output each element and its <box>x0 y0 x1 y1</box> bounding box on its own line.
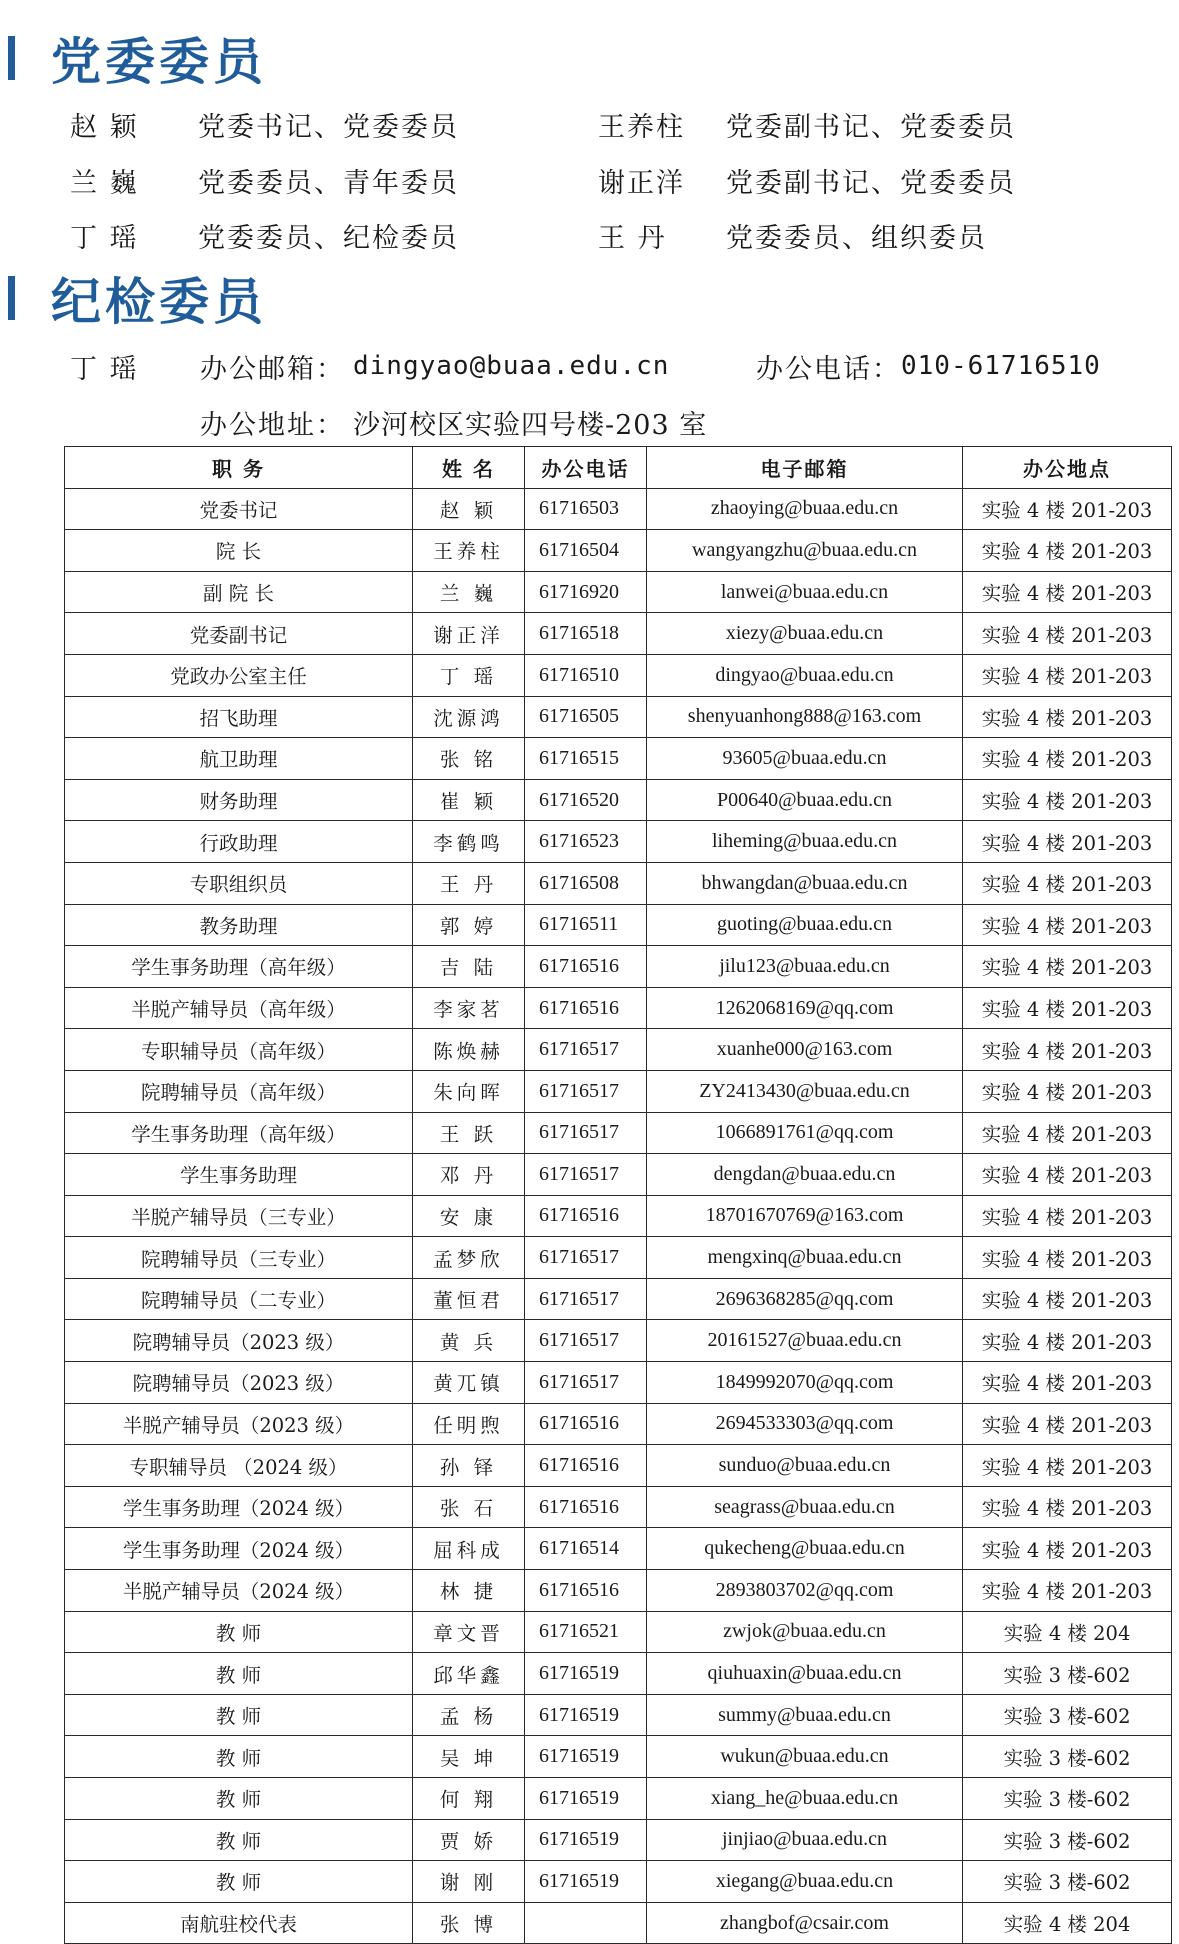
cell-email[interactable]: ZY2413430@buaa.edu.cn <box>647 1070 963 1112</box>
cell-name: 张 铭 <box>413 738 525 780</box>
member-role: 党委书记、党委委员 <box>198 111 459 143</box>
cell-position: 院聘辅导员（三专业） <box>65 1237 413 1279</box>
member-role: 党委委员、组织委员 <box>726 222 987 254</box>
member-name: 丁 瑶 <box>70 222 139 254</box>
member-item <box>598 160 1016 200</box>
cell-location: 实验 4 楼 201-203 <box>963 821 1172 863</box>
cell-email[interactable]: jinjiao@buaa.edu.cn <box>647 1819 963 1861</box>
cell-phone: 61716523 <box>525 821 647 863</box>
cell-name: 郭 婷 <box>413 904 525 946</box>
cell-name: 沈源鸿 <box>413 696 525 738</box>
cell-phone: 61716517 <box>525 1070 647 1112</box>
cell-email[interactable]: 20161527@buaa.edu.cn <box>647 1320 963 1362</box>
member-name: 王养柱 <box>598 111 685 143</box>
cell-name: 孙 铎 <box>413 1445 525 1487</box>
cell-name: 孟 杨 <box>413 1694 525 1736</box>
cell-phone: 61716516 <box>525 1445 647 1487</box>
cell-location: 实验 4 楼 201-203 <box>963 696 1172 738</box>
cell-email[interactable]: 2893803702@qq.com <box>647 1570 963 1612</box>
cell-location: 实验 4 楼 201-203 <box>963 1278 1172 1320</box>
cell-location: 实验 3 楼-602 <box>963 1778 1172 1820</box>
cell-name: 谢正洋 <box>413 613 525 655</box>
cell-position: 半脱产辅导员（三专业） <box>65 1195 413 1237</box>
cell-position: 半脱产辅导员（2024 级） <box>65 1570 413 1612</box>
cell-email[interactable]: jilu123@buaa.edu.cn <box>647 946 963 988</box>
table-row <box>65 1237 1172 1279</box>
cell-email[interactable]: bhwangdan@buaa.edu.cn <box>647 862 963 904</box>
discipline-phone-line <box>756 346 1101 386</box>
cell-name: 董恒君 <box>413 1278 525 1320</box>
cell-phone: 61716516 <box>525 1403 647 1445</box>
header-phone: 办公电话 <box>525 447 647 489</box>
cell-location: 实验 4 楼 201-203 <box>963 1070 1172 1112</box>
cell-position: 院 长 <box>65 530 413 572</box>
cell-name: 安 康 <box>413 1195 525 1237</box>
cell-name: 邱华鑫 <box>413 1653 525 1695</box>
discipline-name: 丁 瑶 <box>70 353 139 385</box>
cell-phone: 61716519 <box>525 1736 647 1778</box>
table-row <box>65 488 1172 530</box>
cell-location: 实验 4 楼 201-203 <box>963 1486 1172 1528</box>
cell-phone: 61716511 <box>525 904 647 946</box>
cell-location: 实验 3 楼-602 <box>963 1653 1172 1695</box>
cell-phone: 61716516 <box>525 987 647 1029</box>
header-position: 职 务 <box>65 447 413 489</box>
cell-name: 章文晋 <box>413 1611 525 1653</box>
cell-location: 实验 4 楼 201-203 <box>963 1237 1172 1279</box>
cell-name: 丁 瑶 <box>413 654 525 696</box>
table-row <box>65 987 1172 1029</box>
cell-phone: 61716517 <box>525 1112 647 1154</box>
cell-position: 招飞助理 <box>65 696 413 738</box>
cell-phone: 61716519 <box>525 1653 647 1695</box>
cell-email[interactable]: qiuhuaxin@buaa.edu.cn <box>647 1653 963 1695</box>
cell-location: 实验 4 楼 201-203 <box>963 946 1172 988</box>
cell-email[interactable]: 1262068169@qq.com <box>647 987 963 1029</box>
table-row <box>65 821 1172 863</box>
table-row <box>65 1070 1172 1112</box>
table-row <box>65 1195 1172 1237</box>
table-row <box>65 862 1172 904</box>
discipline-address: 沙河校区实验四号楼-203 室 <box>353 409 708 441</box>
cell-phone: 61716517 <box>525 1278 647 1320</box>
cell-phone: 61716517 <box>525 1320 647 1362</box>
cell-name: 孟梦欣 <box>413 1237 525 1279</box>
cell-name: 赵 颖 <box>413 488 525 530</box>
cell-email[interactable]: 1066891761@qq.com <box>647 1112 963 1154</box>
cell-email[interactable]: xiang_he@buaa.edu.cn <box>647 1778 963 1820</box>
member-item <box>70 215 459 255</box>
cell-location: 实验 4 楼 201-203 <box>963 1403 1172 1445</box>
cell-location: 实验 4 楼 201-203 <box>963 1445 1172 1487</box>
cell-name: 王 丹 <box>413 862 525 904</box>
cell-email[interactable]: 18701670769@163.com <box>647 1195 963 1237</box>
cell-position: 学生事务助理（2024 级） <box>65 1528 413 1570</box>
cell-name: 任明煦 <box>413 1403 525 1445</box>
cell-phone: 61716514 <box>525 1528 647 1570</box>
cell-email[interactable]: zhaoying@buaa.edu.cn <box>647 488 963 530</box>
cell-position: 院聘辅导员（高年级） <box>65 1070 413 1112</box>
table-row <box>65 654 1172 696</box>
cell-location: 实验 4 楼 201-203 <box>963 1320 1172 1362</box>
cell-phone: 61716519 <box>525 1819 647 1861</box>
cell-phone: 61716516 <box>525 1570 647 1612</box>
member-role: 党委委员、青年委员 <box>198 167 459 199</box>
cell-position: 专职辅导员（高年级） <box>65 1029 413 1071</box>
table-row <box>65 1528 1172 1570</box>
cell-location: 实验 4 楼 201-203 <box>963 987 1172 1029</box>
cell-position: 教 师 <box>65 1653 413 1695</box>
table-row <box>65 1819 1172 1861</box>
table-row <box>65 904 1172 946</box>
cell-position: 财务助理 <box>65 779 413 821</box>
cell-email[interactable]: sunduo@buaa.edu.cn <box>647 1445 963 1487</box>
cell-name: 张 博 <box>413 1902 525 1944</box>
cell-phone: 61716517 <box>525 1029 647 1071</box>
discipline-header <box>8 268 267 331</box>
cell-phone: 61716521 <box>525 1611 647 1653</box>
cell-location: 实验 3 楼-602 <box>963 1694 1172 1736</box>
cell-position: 学生事务助理（2024 级） <box>65 1486 413 1528</box>
table-row <box>65 946 1172 988</box>
table-row <box>65 1112 1172 1154</box>
cell-location: 实验 4 楼 201-203 <box>963 1029 1172 1071</box>
table-row <box>65 1403 1172 1445</box>
cell-email[interactable]: summy@buaa.edu.cn <box>647 1694 963 1736</box>
table-row <box>65 613 1172 655</box>
cell-phone: 61716516 <box>525 1195 647 1237</box>
cell-phone: 61716515 <box>525 738 647 780</box>
table-row <box>65 1902 1172 1944</box>
cell-name: 黄兀镇 <box>413 1362 525 1404</box>
address-label: 办公地址： <box>200 409 345 441</box>
cell-position: 南航驻校代表 <box>65 1902 413 1944</box>
cell-position: 专职组织员 <box>65 862 413 904</box>
cell-email[interactable]: liheming@buaa.edu.cn <box>647 821 963 863</box>
member-name: 王 丹 <box>598 222 667 254</box>
discipline-contact <box>70 346 669 386</box>
cell-location: 实验 4 楼 201-203 <box>963 904 1172 946</box>
member-name: 兰 巍 <box>70 167 139 199</box>
cell-position: 学生事务助理（高年级） <box>65 946 413 988</box>
member-item <box>598 104 1016 144</box>
table-row <box>65 1694 1172 1736</box>
cell-name: 李家茗 <box>413 987 525 1029</box>
table-row <box>65 1154 1172 1196</box>
table-row <box>65 1320 1172 1362</box>
table-row <box>65 571 1172 613</box>
cell-name: 张 石 <box>413 1486 525 1528</box>
cell-phone: 61716518 <box>525 613 647 655</box>
cell-position: 半脱产辅导员（高年级） <box>65 987 413 1029</box>
cell-phone: 61716505 <box>525 696 647 738</box>
cell-position: 学生事务助理（高年级） <box>65 1112 413 1154</box>
cell-email[interactable]: dingyao@buaa.edu.cn <box>647 654 963 696</box>
cell-email[interactable]: xiegang@buaa.edu.cn <box>647 1861 963 1903</box>
cell-phone <box>525 1902 647 1944</box>
cell-location: 实验 3 楼-602 <box>963 1736 1172 1778</box>
cell-location: 实验 4 楼 201-203 <box>963 654 1172 696</box>
table-row <box>65 1445 1172 1487</box>
cell-location: 实验 4 楼 201-203 <box>963 1112 1172 1154</box>
cell-position: 副 院 长 <box>65 571 413 613</box>
member-name: 赵 颖 <box>70 111 139 143</box>
cell-email[interactable]: 1849992070@qq.com <box>647 1362 963 1404</box>
cell-position: 教 师 <box>65 1778 413 1820</box>
cell-phone: 61716508 <box>525 862 647 904</box>
cell-email[interactable]: zwjok@buaa.edu.cn <box>647 1611 963 1653</box>
cell-phone: 61716517 <box>525 1154 647 1196</box>
cell-phone: 61716520 <box>525 779 647 821</box>
cell-email[interactable]: guoting@buaa.edu.cn <box>647 904 963 946</box>
cell-position: 院聘辅导员（2023 级） <box>65 1362 413 1404</box>
committee-title: 党委委员 <box>51 33 267 91</box>
cell-position: 教务助理 <box>65 904 413 946</box>
cell-position: 院聘辅导员（二专业） <box>65 1278 413 1320</box>
cell-name: 陈焕赫 <box>413 1029 525 1071</box>
cell-phone: 61716920 <box>525 571 647 613</box>
table-row <box>65 1736 1172 1778</box>
cell-position: 行政助理 <box>65 821 413 863</box>
cell-position: 教 师 <box>65 1611 413 1653</box>
table-row <box>65 1861 1172 1903</box>
table-row <box>65 1611 1172 1653</box>
member-role: 党委副书记、党委委员 <box>726 167 1016 199</box>
cell-phone: 61716519 <box>525 1778 647 1820</box>
committee-header <box>8 28 267 91</box>
member-item <box>70 160 459 200</box>
cell-location: 实验 4 楼 201-203 <box>963 571 1172 613</box>
cell-location: 实验 4 楼 201-203 <box>963 613 1172 655</box>
cell-email[interactable]: qukecheng@buaa.edu.cn <box>647 1528 963 1570</box>
cell-phone: 61716510 <box>525 654 647 696</box>
cell-email[interactable]: zhangbof@csair.com <box>647 1902 963 1944</box>
cell-position: 教 师 <box>65 1861 413 1903</box>
cell-name: 何 翔 <box>413 1778 525 1820</box>
cell-name: 邓 丹 <box>413 1154 525 1196</box>
cell-email[interactable]: P00640@buaa.edu.cn <box>647 779 963 821</box>
discipline-title: 纪检委员 <box>51 273 267 331</box>
cell-email[interactable]: seagrass@buaa.edu.cn <box>647 1486 963 1528</box>
table-row <box>65 1778 1172 1820</box>
cell-position: 航卫助理 <box>65 738 413 780</box>
cell-location: 实验 3 楼-602 <box>963 1819 1172 1861</box>
table-row <box>65 1278 1172 1320</box>
cell-position: 半脱产辅导员（2023 级） <box>65 1403 413 1445</box>
cell-position: 党政办公室主任 <box>65 654 413 696</box>
cell-name: 王 跃 <box>413 1112 525 1154</box>
cell-phone: 61716516 <box>525 1486 647 1528</box>
table-row <box>65 530 1172 572</box>
cell-email[interactable]: wukun@buaa.edu.cn <box>647 1736 963 1778</box>
cell-phone: 61716516 <box>525 946 647 988</box>
member-role: 党委委员、纪检委员 <box>198 222 459 254</box>
cell-name: 朱向晖 <box>413 1070 525 1112</box>
cell-email[interactable]: 93605@buaa.edu.cn <box>647 738 963 780</box>
cell-name: 王养柱 <box>413 530 525 572</box>
cell-phone: 61716517 <box>525 1237 647 1279</box>
member-role: 党委副书记、党委委员 <box>726 111 1016 143</box>
header-location: 办公地点 <box>963 447 1172 489</box>
cell-phone: 61716503 <box>525 488 647 530</box>
table-row <box>65 1362 1172 1404</box>
cell-phone: 61716517 <box>525 1362 647 1404</box>
cell-location: 实验 4 楼 201-203 <box>963 1570 1172 1612</box>
cell-phone: 61716519 <box>525 1694 647 1736</box>
cell-position: 学生事务助理 <box>65 1154 413 1196</box>
cell-name: 崔 颖 <box>413 779 525 821</box>
cell-location: 实验 4 楼 201-203 <box>963 1154 1172 1196</box>
table-row <box>65 738 1172 780</box>
table-row <box>65 779 1172 821</box>
cell-location: 实验 4 楼 201-203 <box>963 1362 1172 1404</box>
table-row <box>65 1653 1172 1695</box>
cell-position: 教 师 <box>65 1819 413 1861</box>
cell-phone: 61716519 <box>525 1861 647 1903</box>
cell-position: 院聘辅导员（2023 级） <box>65 1320 413 1362</box>
cell-name: 吉 陆 <box>413 946 525 988</box>
contact-table <box>64 446 1172 1944</box>
email-label: 办公邮箱： <box>200 353 345 385</box>
cell-name: 贾 娇 <box>413 1819 525 1861</box>
cell-location: 实验 4 楼 201-203 <box>963 1195 1172 1237</box>
cell-name: 李鹤鸣 <box>413 821 525 863</box>
cell-phone: 61716504 <box>525 530 647 572</box>
cell-location: 实验 4 楼 204 <box>963 1902 1172 1944</box>
table-header-row <box>65 447 1172 489</box>
cell-name: 吴 坤 <box>413 1736 525 1778</box>
member-item <box>70 104 459 144</box>
phone-label: 办公电话： <box>756 353 901 385</box>
cell-email[interactable]: dengdan@buaa.edu.cn <box>647 1154 963 1196</box>
table-row <box>65 1570 1172 1612</box>
cell-email[interactable]: 2694533303@qq.com <box>647 1403 963 1445</box>
section-marker <box>8 276 15 320</box>
cell-email[interactable]: shenyuanhong888@163.com <box>647 696 963 738</box>
cell-location: 实验 3 楼-602 <box>963 1861 1172 1903</box>
cell-position: 教 师 <box>65 1694 413 1736</box>
cell-location: 实验 4 楼 201-203 <box>963 488 1172 530</box>
cell-position: 教 师 <box>65 1736 413 1778</box>
cell-email[interactable]: mengxinq@buaa.edu.cn <box>647 1237 963 1279</box>
cell-name: 谢 刚 <box>413 1861 525 1903</box>
cell-email[interactable]: lanwei@buaa.edu.cn <box>647 571 963 613</box>
cell-name: 黄 兵 <box>413 1320 525 1362</box>
header-name: 姓 名 <box>413 447 525 489</box>
cell-location: 实验 4 楼 204 <box>963 1611 1172 1653</box>
cell-position: 专职辅导员 （2024 级） <box>65 1445 413 1487</box>
section-marker <box>8 36 15 80</box>
table-row <box>65 1486 1172 1528</box>
discipline-address-line <box>200 402 707 442</box>
header-email: 电子邮箱 <box>647 447 963 489</box>
cell-position: 党委副书记 <box>65 613 413 655</box>
member-name: 谢正洋 <box>598 167 685 199</box>
table-row <box>65 1029 1172 1071</box>
cell-email[interactable]: xuanhe000@163.com <box>647 1029 963 1071</box>
cell-location: 实验 4 楼 201-203 <box>963 1528 1172 1570</box>
member-item <box>598 215 987 255</box>
cell-name: 兰 巍 <box>413 571 525 613</box>
cell-name: 林 捷 <box>413 1570 525 1612</box>
cell-location: 实验 4 楼 201-203 <box>963 862 1172 904</box>
cell-location: 实验 4 楼 201-203 <box>963 738 1172 780</box>
cell-position: 党委书记 <box>65 488 413 530</box>
table-row <box>65 696 1172 738</box>
cell-email[interactable]: xiezy@buaa.edu.cn <box>647 613 963 655</box>
discipline-phone: 010-61716510 <box>901 351 1101 381</box>
cell-location: 实验 4 楼 201-203 <box>963 530 1172 572</box>
discipline-email[interactable]: dingyao@buaa.edu.cn <box>353 351 670 381</box>
table-body <box>65 488 1172 1944</box>
cell-location: 实验 4 楼 201-203 <box>963 779 1172 821</box>
cell-email[interactable]: wangyangzhu@buaa.edu.cn <box>647 530 963 572</box>
cell-email[interactable]: 2696368285@qq.com <box>647 1278 963 1320</box>
cell-name: 屈科成 <box>413 1528 525 1570</box>
